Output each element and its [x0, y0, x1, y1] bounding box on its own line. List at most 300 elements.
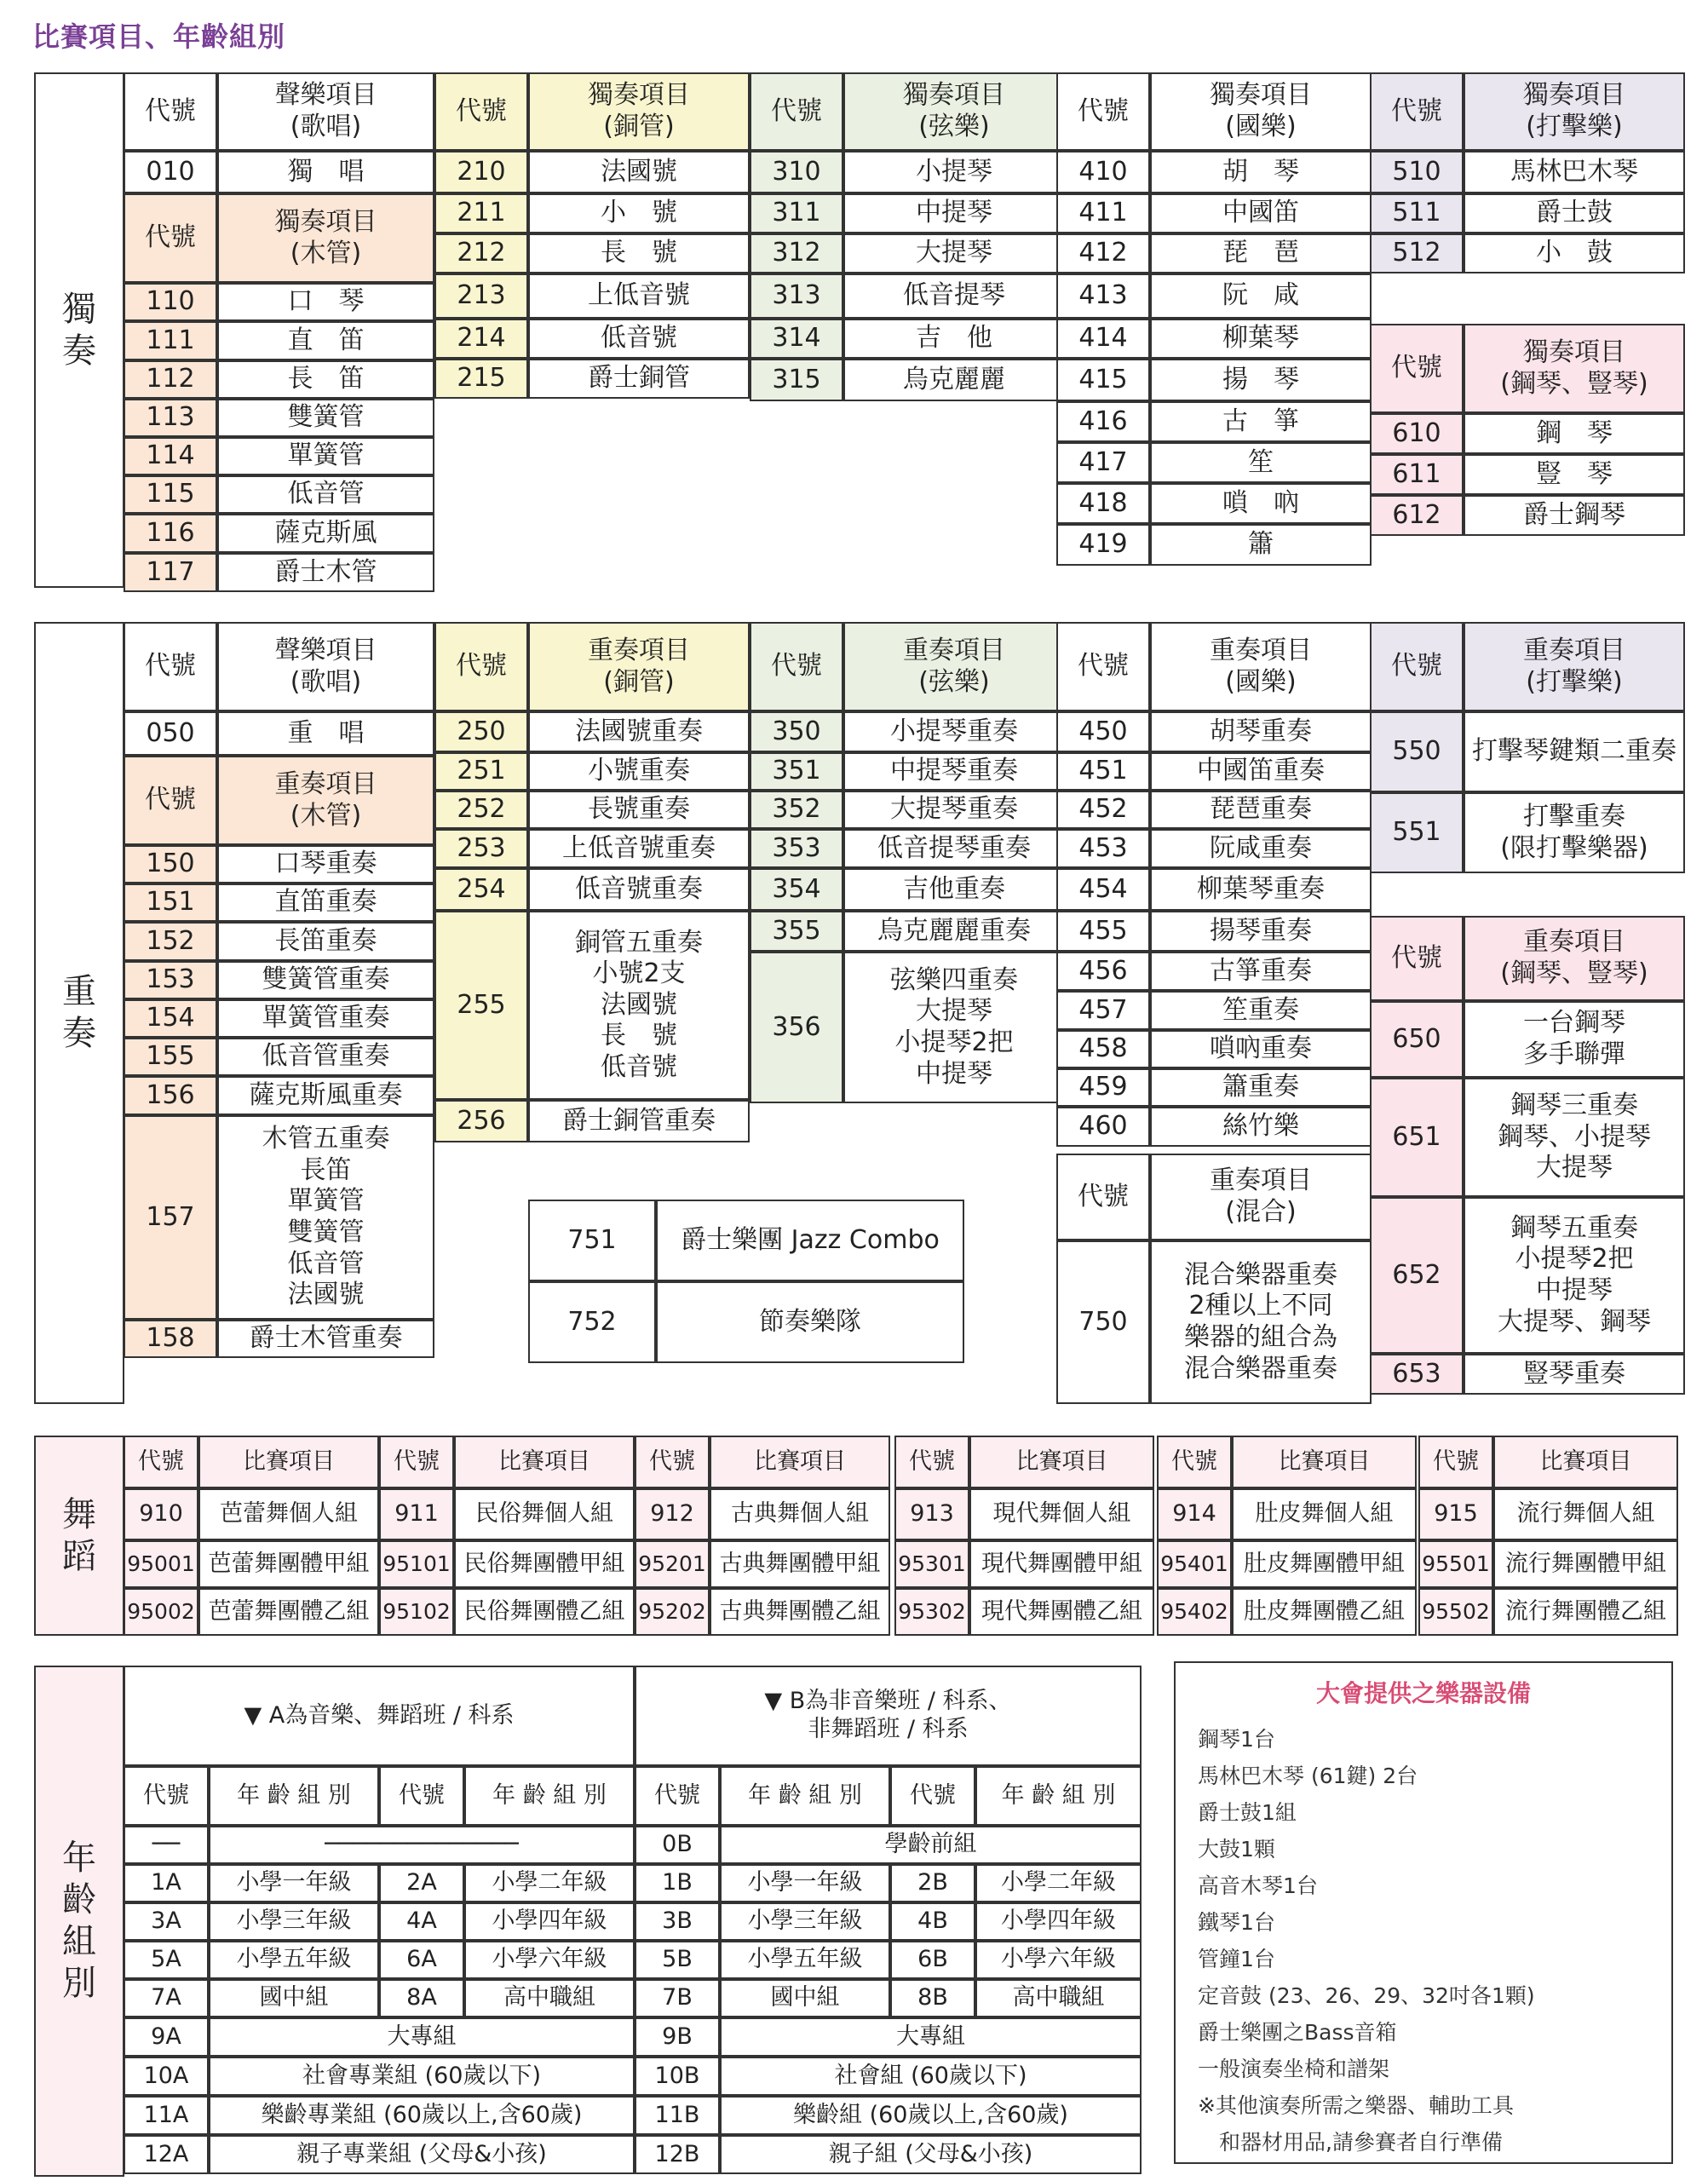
ens-percussion-code: 551: [1370, 792, 1464, 873]
dance-item: 流行舞個人組: [1493, 1488, 1678, 1540]
solo-chinese-item: 中國笛: [1150, 193, 1372, 233]
age-item: 小學四年級: [975, 1902, 1142, 1941]
ens-keyboard-item: 豎琴重奏: [1464, 1354, 1685, 1395]
solo-chinese-item: 琵 琶: [1150, 233, 1372, 273]
solo-strings-item: 吉 他: [843, 319, 1065, 359]
solo-strings-code: 313: [750, 273, 843, 319]
dance-code-header: 代號: [379, 1436, 454, 1488]
ens-chinese-code: 454: [1056, 868, 1150, 911]
dance-code-header: 代號: [894, 1436, 969, 1488]
ens-keyboard-header: 重奏項目 (鋼琴、豎琴): [1464, 916, 1685, 1001]
equipment-item: 管鐘1台: [1198, 1947, 1275, 1971]
age-code: 6B: [890, 1941, 975, 1979]
ens-brass-item: 小號重奏: [528, 752, 750, 791]
equipment-item: 爵士鼓1組: [1198, 1800, 1297, 1825]
age-item: 學齡前組: [720, 1826, 1142, 1864]
dance-code: 911: [379, 1488, 454, 1540]
section-age: 年 齡 組 別: [34, 1666, 124, 2177]
age-item: 高中職組: [464, 1979, 635, 2017]
age-code: 4A: [379, 1902, 464, 1941]
ens-strings-code: 352: [750, 791, 843, 829]
age-item: 小學三年級: [209, 1902, 379, 1941]
solo-woodwind-code: 112: [124, 360, 217, 399]
age-item: 小學一年級: [720, 1864, 890, 1902]
age-code: 12A: [124, 2135, 209, 2174]
dance-item: 流行舞團體甲組: [1493, 1540, 1678, 1588]
band-item: 節奏樂隊: [656, 1281, 964, 1363]
age-header: 代號: [379, 1766, 464, 1826]
solo-keyboard-code: 611: [1370, 454, 1464, 495]
age-code: 3B: [635, 1902, 720, 1941]
ens-woodwind-item: 低音管重奏: [217, 1038, 434, 1076]
equipment-list: [1198, 1721, 1649, 2161]
solo-chinese-code: 419: [1056, 524, 1150, 566]
ens-brass-item: 上低音號重奏: [528, 829, 750, 868]
solo-chinese-code: 416: [1056, 401, 1150, 442]
solo-strings-code: 310: [750, 151, 843, 193]
ens-woodwind-code: 150: [124, 845, 217, 883]
page-title: 比賽項目、年齡組別: [32, 20, 286, 53]
solo-chinese-code: 415: [1056, 359, 1150, 401]
ens-chinese-item: 中國笛重奏: [1150, 752, 1372, 791]
ens-woodwind-code: 154: [124, 999, 217, 1038]
ens-chinese-item: 琵琶重奏: [1150, 791, 1372, 829]
ens-keyboard-code: 650: [1370, 1001, 1464, 1078]
age-code: 5A: [124, 1941, 209, 1979]
ens-vocal-item: 重 唱: [217, 711, 434, 756]
dance-code: 95001: [124, 1540, 198, 1588]
age-header: 代號: [124, 1766, 209, 1826]
solo-woodwind-code: 117: [124, 553, 217, 592]
dance-code: 95502: [1418, 1588, 1493, 1636]
ens-strings-code: 356: [750, 952, 843, 1103]
age-item: 小學二年級: [975, 1864, 1142, 1902]
ens-keyboard-code-header: 代號: [1370, 916, 1464, 1001]
ens-chinese-item: 揚琴重奏: [1150, 911, 1372, 952]
solo-percussion-item: 小 鼓: [1464, 233, 1685, 273]
solo-brass-item: 小 號: [528, 193, 750, 233]
solo-woodwind-item: 直 笛: [217, 321, 434, 360]
ens-mixed-code-header: 代號: [1056, 1154, 1150, 1240]
solo-woodwind-item: 單簧管: [217, 437, 434, 475]
solo-vocal-code: 010: [124, 151, 217, 193]
age-item: 小學五年級: [209, 1941, 379, 1979]
ens-percussion-item: 打擊琴鍵類二重奏: [1464, 711, 1685, 792]
age-header: 年 齡 組 別: [975, 1766, 1142, 1826]
solo-woodwind-header: 獨奏項目 (木管): [217, 193, 434, 283]
solo-strings-header: 獨奏項目 (弦樂): [843, 72, 1065, 151]
ens-strings-item: 吉他重奏: [843, 868, 1065, 911]
ens-woodwind-code-header: 代號: [124, 756, 217, 845]
age-header: 年 齡 組 別: [720, 1766, 890, 1826]
solo-chinese-item: 柳葉琴: [1150, 319, 1372, 359]
ens-keyboard-item: 一台鋼琴 多手聯彈: [1464, 1001, 1685, 1078]
solo-chinese-item: 嗩 吶: [1150, 483, 1372, 524]
ens-woodwind-item: 木管五重奏 長笛 單簧管 雙簧管 低音管 法國號: [217, 1115, 434, 1320]
age-item: 社會專業組 (60歲以下): [209, 2057, 635, 2096]
solo-keyboard-code: 610: [1370, 413, 1464, 454]
ens-chinese-item: 絲竹樂: [1150, 1107, 1372, 1147]
age-code: 1A: [124, 1864, 209, 1902]
ens-strings-code: 351: [750, 752, 843, 791]
dance-code: 95202: [635, 1588, 710, 1636]
ens-chinese-item: 笙重奏: [1150, 991, 1372, 1030]
ens-chinese-code: 458: [1056, 1030, 1150, 1068]
equipment-item: 鋼琴1台: [1198, 1727, 1275, 1752]
dance-item: 現代舞團體甲組: [969, 1540, 1154, 1588]
solo-chinese-code: 418: [1056, 483, 1150, 524]
solo-chinese-item: 簫: [1150, 524, 1372, 566]
ens-woodwind-code: 153: [124, 961, 217, 999]
ens-strings-item: 中提琴重奏: [843, 752, 1065, 791]
solo-strings-item: 低音提琴: [843, 273, 1065, 319]
solo-brass-code: 211: [434, 193, 528, 233]
solo-keyboard-item: 豎 琴: [1464, 454, 1685, 495]
ens-chinese-code: 453: [1056, 829, 1150, 868]
equipment-item: 鐵琴1台: [1198, 1910, 1275, 1935]
ens-chinese-item: 阮咸重奏: [1150, 829, 1372, 868]
solo-vocal-code-header: 代號: [124, 72, 217, 151]
solo-percussion-item: 爵士鼓: [1464, 193, 1685, 233]
solo-strings-item: 大提琴: [843, 233, 1065, 273]
ens-woodwind-code: 157: [124, 1115, 217, 1320]
solo-brass-code: 215: [434, 359, 528, 399]
age-item: 小學五年級: [720, 1941, 890, 1979]
equipment-item: 和器材用品,請參賽者自行準備: [1198, 2130, 1503, 2155]
solo-percussion-item: 馬林巴木琴: [1464, 151, 1685, 193]
dance-code: 95302: [894, 1588, 969, 1636]
ens-percussion-header: 重奏項目 (打擊樂): [1464, 622, 1685, 711]
ens-strings-item: 低音提琴重奏: [843, 829, 1065, 868]
ens-strings-header: 重奏項目 (弦樂): [843, 622, 1065, 711]
age-code: 5B: [635, 1941, 720, 1979]
dance-item: 芭蕾舞團體乙組: [198, 1588, 379, 1636]
solo-brass-item: 爵士銅管: [528, 359, 750, 399]
solo-woodwind-item: 口 琴: [217, 283, 434, 321]
ens-brass-code: 255: [434, 911, 528, 1100]
dance-item: 肚皮舞團體乙組: [1232, 1588, 1417, 1636]
section-solo: 獨 奏: [34, 72, 124, 588]
solo-percussion-code: 511: [1370, 193, 1464, 233]
solo-keyboard-header: 獨奏項目 (鋼琴、豎琴): [1464, 324, 1685, 413]
solo-woodwind-item: 長 笛: [217, 360, 434, 399]
solo-keyboard-code-header: 代號: [1370, 324, 1464, 413]
solo-brass-code: 212: [434, 233, 528, 273]
ens-brass-code: 256: [434, 1100, 528, 1142]
solo-strings-item: 小提琴: [843, 151, 1065, 193]
equipment-item: 馬林巴木琴 (61鍵) 2台: [1198, 1764, 1418, 1788]
dance-item: 肚皮舞團體甲組: [1232, 1540, 1417, 1588]
ens-strings-item: 烏克麗麗重奏: [843, 911, 1065, 952]
ens-chinese-code: 455: [1056, 911, 1150, 952]
ens-brass-item: 銅管五重奏 小號2支 法國號 長 號 低音號: [528, 911, 750, 1100]
age-b-title: ▼ B為非音樂班 / 科系、 非舞蹈班 / 科系: [635, 1666, 1142, 1766]
ens-chinese-code: 459: [1056, 1068, 1150, 1107]
age-item: ──────────────: [209, 1826, 635, 1864]
solo-woodwind-code: 113: [124, 399, 217, 437]
equipment-item: 定音鼓 (23、26、29、32吋各1顆): [1198, 1983, 1535, 2008]
solo-percussion-code-header: 代號: [1370, 72, 1464, 151]
ens-chinese-code: 452: [1056, 791, 1150, 829]
age-item: 社會組 (60歲以下): [720, 2057, 1142, 2096]
dance-header: 比賽項目: [454, 1436, 635, 1488]
solo-chinese-item: 古 箏: [1150, 401, 1372, 442]
solo-strings-item: 烏克麗麗: [843, 359, 1065, 401]
ens-chinese-item: 胡琴重奏: [1150, 711, 1372, 752]
band-code: 752: [528, 1281, 656, 1363]
ens-woodwind-header: 重奏項目 (木管): [217, 756, 434, 845]
age-item: 國中組: [209, 1979, 379, 2017]
ens-brass-code: 254: [434, 868, 528, 911]
dance-item: 芭蕾舞個人組: [198, 1488, 379, 1540]
age-item: 親子組 (父母&小孩): [720, 2135, 1142, 2174]
equipment-item: 大鼓1顆: [1198, 1837, 1275, 1862]
ens-chinese-code: 451: [1056, 752, 1150, 791]
age-item: 樂齡專業組 (60歲以上,含60歲): [209, 2096, 635, 2135]
age-code: 6A: [379, 1941, 464, 1979]
age-code: 7B: [635, 1979, 720, 2017]
age-code: ──: [124, 1826, 209, 1864]
dance-code-header: 代號: [124, 1436, 198, 1488]
section-dance: 舞 蹈: [34, 1436, 124, 1636]
solo-brass-code-header: 代號: [434, 72, 528, 151]
age-item: 小學四年級: [464, 1902, 635, 1941]
ens-woodwind-code: 158: [124, 1320, 217, 1358]
age-item: 小學一年級: [209, 1864, 379, 1902]
ens-woodwind-code: 152: [124, 922, 217, 961]
age-code: 0B: [635, 1826, 720, 1864]
solo-chinese-code: 411: [1056, 193, 1150, 233]
age-a-title: ▼ A為音樂、舞蹈班 / 科系: [124, 1666, 635, 1766]
age-code: 10A: [124, 2057, 209, 2096]
solo-strings-item: 中提琴: [843, 193, 1065, 233]
solo-chinese-code-header: 代號: [1056, 72, 1150, 151]
ens-mixed-code: 750: [1056, 1240, 1150, 1404]
age-header: 年 齡 組 別: [464, 1766, 635, 1826]
solo-brass-code: 214: [434, 319, 528, 359]
dance-item: 芭蕾舞團體甲組: [198, 1540, 379, 1588]
dance-code: 95401: [1157, 1540, 1232, 1588]
ens-strings-item: 大提琴重奏: [843, 791, 1065, 829]
solo-woodwind-code: 115: [124, 475, 217, 514]
ens-mixed-header: 重奏項目 (混合): [1150, 1154, 1372, 1240]
dance-code-header: 代號: [1418, 1436, 1493, 1488]
age-code: 3A: [124, 1902, 209, 1941]
ens-vocal-header: 聲樂項目 (歌唱): [217, 622, 434, 711]
solo-brass-item: 法國號: [528, 151, 750, 193]
ens-woodwind-item: 薩克斯風重奏: [217, 1076, 434, 1115]
solo-woodwind-item: 薩克斯風: [217, 514, 434, 553]
ens-percussion-item: 打擊重奏 (限打擊樂器): [1464, 792, 1685, 873]
age-item: 國中組: [720, 1979, 890, 2017]
dance-code: 95301: [894, 1540, 969, 1588]
ens-woodwind-item: 口琴重奏: [217, 845, 434, 883]
solo-chinese-code: 414: [1056, 319, 1150, 359]
dance-code: 913: [894, 1488, 969, 1540]
dance-code: 95501: [1418, 1540, 1493, 1588]
ens-keyboard-code: 653: [1370, 1354, 1464, 1395]
ens-strings-code-header: 代號: [750, 622, 843, 711]
ens-percussion-code-header: 代號: [1370, 622, 1464, 711]
ens-keyboard-item: 鋼琴三重奏 鋼琴、小提琴 大提琴: [1464, 1078, 1685, 1197]
solo-percussion-code: 510: [1370, 151, 1464, 193]
dance-item: 古典舞個人組: [710, 1488, 890, 1540]
solo-strings-code: 315: [750, 359, 843, 401]
age-item: 大專組: [209, 2017, 635, 2057]
ens-keyboard-code: 651: [1370, 1078, 1464, 1197]
age-item: 高中職組: [975, 1979, 1142, 2017]
solo-keyboard-item: 鋼 琴: [1464, 413, 1685, 454]
equipment-item: 爵士樂團之Bass音箱: [1198, 2020, 1397, 2045]
age-header: 年 齡 組 別: [209, 1766, 379, 1826]
ens-woodwind-item: 單簧管重奏: [217, 999, 434, 1038]
ens-woodwind-item: 雙簧管重奏: [217, 961, 434, 999]
ens-brass-item: 低音號重奏: [528, 868, 750, 911]
ens-chinese-item: 簫重奏: [1150, 1068, 1372, 1107]
age-item: 小學三年級: [720, 1902, 890, 1941]
dance-code: 910: [124, 1488, 198, 1540]
band-code: 751: [528, 1200, 656, 1281]
equipment-item: 一般演奏坐椅和譜架: [1198, 2057, 1390, 2081]
solo-chinese-code: 417: [1056, 442, 1150, 483]
dance-code: 95101: [379, 1540, 454, 1588]
age-item: 小學六年級: [464, 1941, 635, 1979]
dance-header: 比賽項目: [1232, 1436, 1417, 1488]
ens-brass-item: 法國號重奏: [528, 711, 750, 752]
solo-chinese-code: 410: [1056, 151, 1150, 193]
solo-strings-code: 312: [750, 233, 843, 273]
age-item: 樂齡組 (60歲以上,含60歲): [720, 2096, 1142, 2135]
dance-code-header: 代號: [635, 1436, 710, 1488]
dance-item: 古典舞團體甲組: [710, 1540, 890, 1588]
solo-brass-code: 213: [434, 273, 528, 319]
ens-chinese-item: 嗩吶重奏: [1150, 1030, 1372, 1068]
solo-brass-item: 低音號: [528, 319, 750, 359]
dance-item: 民俗舞團體甲組: [454, 1540, 635, 1588]
age-code: 11B: [635, 2096, 720, 2135]
solo-vocal-header: 聲樂項目 (歌唱): [217, 72, 434, 151]
age-code: 2A: [379, 1864, 464, 1902]
dance-item: 流行舞團體乙組: [1493, 1588, 1678, 1636]
equipment-title: 大會提供之樂器設備: [1315, 1679, 1531, 1707]
ens-keyboard-item: 鋼琴五重奏 小提琴2把 中提琴 大提琴、鋼琴: [1464, 1197, 1685, 1354]
band-item: 爵士樂團 Jazz Combo: [656, 1200, 964, 1281]
dance-code: 914: [1157, 1488, 1232, 1540]
solo-chinese-item: 笙: [1150, 442, 1372, 483]
ens-woodwind-item: 長笛重奏: [217, 922, 434, 961]
age-item: 小學六年級: [975, 1941, 1142, 1979]
equipment-box: [1174, 1661, 1673, 2164]
ens-vocal-code: 050: [124, 711, 217, 756]
dance-code-header: 代號: [1157, 1436, 1232, 1488]
ens-brass-code: 251: [434, 752, 528, 791]
solo-chinese-item: 揚 琴: [1150, 359, 1372, 401]
solo-woodwind-item: 雙簧管: [217, 399, 434, 437]
ens-mixed-item: 混合樂器重奏 2種以上不同 樂器的組合為 混合樂器重奏: [1150, 1240, 1372, 1404]
ens-chinese-code: 456: [1056, 952, 1150, 991]
solo-brass-header: 獨奏項目 (銅管): [528, 72, 750, 151]
dance-header: 比賽項目: [710, 1436, 890, 1488]
ens-strings-code: 355: [750, 911, 843, 952]
ens-brass-code: 253: [434, 829, 528, 868]
solo-woodwind-code: 111: [124, 321, 217, 360]
solo-percussion-code: 512: [1370, 233, 1464, 273]
age-header: 代號: [890, 1766, 975, 1826]
age-code: 8A: [379, 1979, 464, 2017]
dance-item: 古典舞團體乙組: [710, 1588, 890, 1636]
solo-chinese-header: 獨奏項目 (國樂): [1150, 72, 1372, 151]
ens-woodwind-code: 151: [124, 883, 217, 922]
dance-header: 比賽項目: [969, 1436, 1154, 1488]
solo-chinese-item: 胡 琴: [1150, 151, 1372, 193]
ens-chinese-code-header: 代號: [1056, 622, 1150, 711]
solo-strings-code: 311: [750, 193, 843, 233]
dance-item: 民俗舞團體乙組: [454, 1588, 635, 1636]
ens-strings-code: 353: [750, 829, 843, 868]
solo-woodwind-item: 爵士木管: [217, 553, 434, 592]
solo-chinese-code: 413: [1056, 273, 1150, 319]
age-code: 8B: [890, 1979, 975, 2017]
age-code: 9A: [124, 2017, 209, 2057]
ens-strings-item: 小提琴重奏: [843, 711, 1065, 752]
dance-code: 95402: [1157, 1588, 1232, 1636]
solo-keyboard-code: 612: [1370, 495, 1464, 536]
dance-code: 95201: [635, 1540, 710, 1588]
solo-chinese-code: 412: [1056, 233, 1150, 273]
solo-woodwind-code: 110: [124, 283, 217, 321]
age-code: 1B: [635, 1864, 720, 1902]
dance-code: 912: [635, 1488, 710, 1540]
solo-woodwind-code: 114: [124, 437, 217, 475]
age-code: 9B: [635, 2017, 720, 2057]
age-code: 7A: [124, 1979, 209, 2017]
solo-strings-code-header: 代號: [750, 72, 843, 151]
solo-brass-item: 長 號: [528, 233, 750, 273]
equipment-item: 高音木琴1台: [1198, 1873, 1318, 1898]
age-code: 12B: [635, 2135, 720, 2174]
ens-strings-code: 350: [750, 711, 843, 752]
solo-woodwind-item: 低音管: [217, 475, 434, 514]
ens-strings-item: 弦樂四重奏 大提琴 小提琴2把 中提琴: [843, 952, 1065, 1103]
ens-chinese-code: 450: [1056, 711, 1150, 752]
dance-item: 肚皮舞個人組: [1232, 1488, 1417, 1540]
age-code: 4B: [890, 1902, 975, 1941]
ens-percussion-code: 550: [1370, 711, 1464, 792]
dance-item: 現代舞個人組: [969, 1488, 1154, 1540]
ens-chinese-code: 460: [1056, 1107, 1150, 1147]
dance-header: 比賽項目: [198, 1436, 379, 1488]
dance-code: 95102: [379, 1588, 454, 1636]
ens-chinese-item: 柳葉琴重奏: [1150, 868, 1372, 911]
dance-item: 現代舞團體乙組: [969, 1588, 1154, 1636]
ens-woodwind-item: 直笛重奏: [217, 883, 434, 922]
dance-code: 915: [1418, 1488, 1493, 1540]
age-code: 11A: [124, 2096, 209, 2135]
dance-code: 95002: [124, 1588, 198, 1636]
ens-woodwind-code: 156: [124, 1076, 217, 1115]
ens-brass-header: 重奏項目 (銅管): [528, 622, 750, 711]
age-header: 代號: [635, 1766, 720, 1826]
ens-strings-code: 354: [750, 868, 843, 911]
ens-chinese-code: 457: [1056, 991, 1150, 1030]
solo-brass-item: 上低音號: [528, 273, 750, 319]
ens-brass-code: 250: [434, 711, 528, 752]
age-item: 大專組: [720, 2017, 1142, 2057]
solo-brass-code: 210: [434, 151, 528, 193]
solo-vocal-item: 獨 唱: [217, 151, 434, 193]
age-code: 2B: [890, 1864, 975, 1902]
ens-woodwind-item: 爵士木管重奏: [217, 1320, 434, 1358]
